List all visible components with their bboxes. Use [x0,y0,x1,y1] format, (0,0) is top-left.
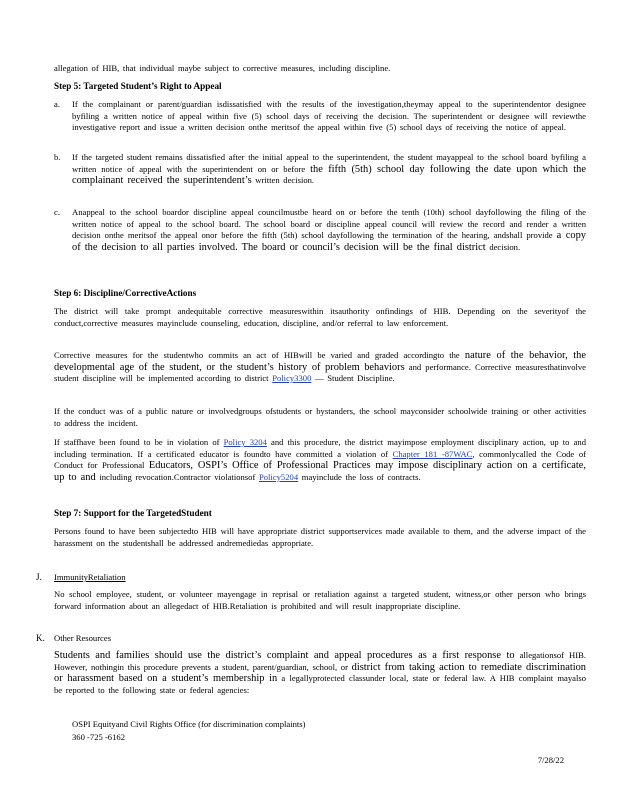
step6-paragraph-4 [54,437,586,483]
section-k-line1: Students and families should use the district’s complaint and appeal procedures as a first response to [54,650,515,661]
section-j-text: No school employee, student, or volunteer mayengage in reprisal or retaliation against a targeted student, witness,or other person who brings forward information about an allegedact of HIB.Retaliation is prohibited and will result inappropriate discipline. [54,589,586,611]
step6-p4-text-a: If staffhave been found to be in violation of [54,437,220,447]
step6-p2-line2: nature of the behavior, the developmental age of the student, or the student’s history of problem behaviors [54,350,586,373]
step6-p4-text-e: mayinclude the loss of contracts. [301,471,421,482]
top-continuation-line: allegation of HIB, that individual maybe subject to corrective measures, including discipline. [54,63,391,73]
section-k-title: Other Resources [54,633,112,643]
section-k-label: K. [36,633,45,643]
step6-paragraph-3: If the conduct was of a public nature or involvedgroups ofstudents or bystanders, the school mayconsider schoolwide training or other activities to address the incident. [54,406,586,428]
item-c-label: c. [54,207,60,217]
step6-paragraph-1: The district will take prompt andequitable corrective measureswithin itsauthority onfindings of HIB. Depending on the severityof the conduct,corrective measures mayinclude counseling, education, discipline, and/or referral to law enforcement. [54,306,586,328]
policy-5204-link[interactable]: Policy5204 [258,471,299,482]
step5-heading: Step 5: Targeted Student’s Right to Appeal [54,81,222,91]
section-j-label: J. [36,572,42,582]
step6-p2-line3: and performance. Corrective measuresthatinvolve student discipline will be implemented according to district [54,361,587,384]
item-b-line1: If the targeted student remains dissatisfied after the initial appeal to the superintendent, the student mayappeal to the school board byfiling a written notice of appeal with the superintendent on or before [72,152,586,174]
step6-heading: Step 6: Discipline/CorrectiveActions [54,288,197,298]
ospi-phone: 360 -725 -6162 [72,732,125,742]
step6-p4-text-d: including revocation.Contractor violationsof [99,471,256,482]
item-c-line3: decision. [489,241,521,252]
item-b-label: b. [54,152,61,162]
section-k-line4: a legallyprotected classunder local, state or federal law. A HIB complaint mayalso be reported to the following state or federal agencies: [54,673,586,695]
step6-p4-text-b: and this procedure, the district mayimpose employment disciplinary action, up to and including termination. If a certificated educator is foundto have committed a violation of [54,437,586,459]
item-a-label: a. [54,99,60,109]
item-b-text [72,152,586,187]
policy-3204-link[interactable]: Policy 3204 [223,437,267,447]
section-k-line3: district from taking action to remediate discrimination or harassment based on a student’s membership in [54,661,586,685]
footer-date: 7/28/22 [537,755,564,765]
section-j-title: ImmunityRetaliation [54,572,126,582]
step6-p4-text-c: , commonlycalled the Code of Conduct for Professional [54,448,586,471]
item-c-text [72,207,586,253]
item-b-line3: written decision. [255,175,315,186]
policy-3300-link[interactable]: Policy3300 [272,373,312,384]
step6-paragraph-2 [54,350,586,385]
step7-heading: Step 7: Support for the TargetedStudent [54,508,212,518]
section-k-line2: allegationsof HIB. However, nothingin this procedure prevents a student, parent/guardian, school, or [54,650,586,672]
item-a-text: If the complainant or parent/guardian isdissatisfied with the results of the investigation,theymay appeal to the superintendentor designee byfiling a written notice of appeal within five (5) school days of receiving the decision. The superintendent or designee will reviewthe investigative report and issue a written decision onthe meritsof the appeal within five (5) school days of receiving the notice of appeal. [72,99,586,133]
chapter-181-87-wac-link[interactable]: Chapter 181 -87WAC [392,448,473,459]
step6-p2-line3-end: — Student Discipline. [315,373,395,384]
step6-p2-line1: Corrective measures for the studentwho commits an act of HIBwill be varied and graded accordingto the [54,350,460,360]
item-c-line2: a copy of the decision to all parties involved. The board or council’s decision will be the final district [72,230,586,253]
item-c-line1: Anappeal to the school boardor discipline appeal councilmustbe heard on or before the tenth (10th) school dayfollowing the filing of the written notice of appeal to the school board. The school board or discipline appeal council will review the record and render a written decision onthe meritsof the appeal onor before the fifth (5th) school dayfollowing the termination of the hearing, andshall provide [72,207,586,241]
ospi-bullet-text: OSPI Equityand Civil Rights Office (for discrimination complaints) [72,719,306,729]
section-k-text [54,650,586,696]
step7-paragraph: Persons found to have been subjectedto HIB will have appropriate district supportservices made available to them, and the adverse impact of the harassment on the studentshall be addressed andremediedas appropriate. [54,526,586,548]
item-b-line2: the fifth (5th) school day following the date upon which the complainant received the superintendent’s [72,163,586,187]
step6-p4-line2: Educators, OSPI’s Office of Professional Practices may impose disciplinary action on a certificate, up to and [54,460,586,483]
